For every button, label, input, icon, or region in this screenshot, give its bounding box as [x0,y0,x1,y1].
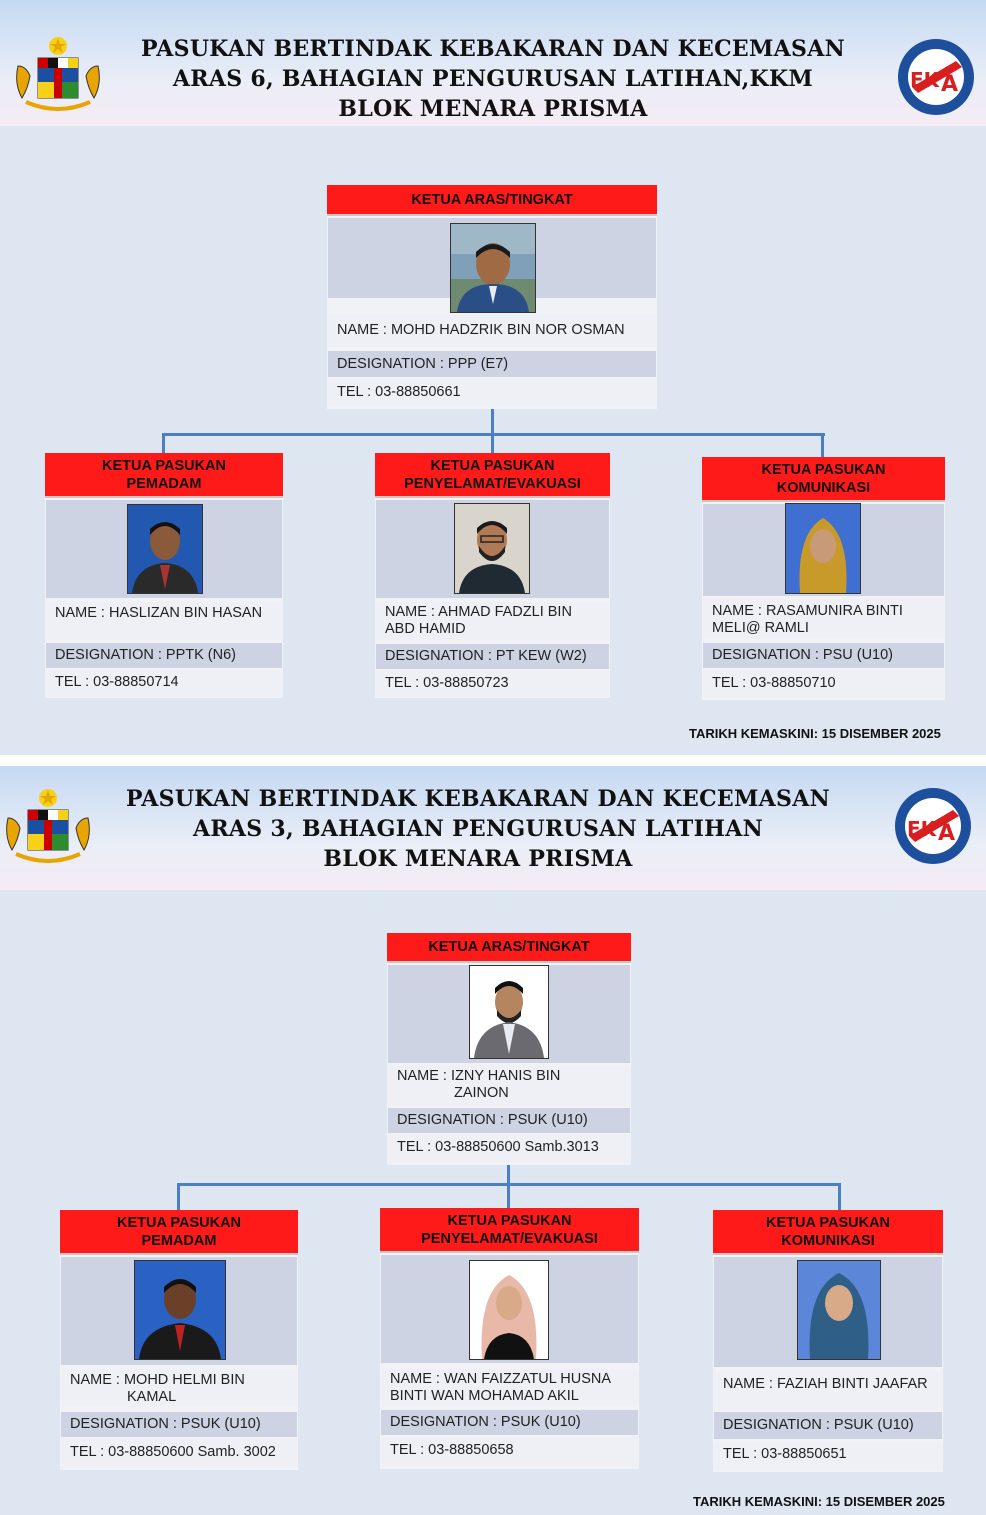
team-name-line2: ABD HAMID [385,621,466,637]
team-name-line2: BINTI WAN MOHAMAD AKIL [390,1388,579,1404]
org-chart-aras-3 [0,766,986,1515]
team-role-line1: KETUA PASUKAN [447,1212,572,1229]
team-role [45,453,283,496]
team-role [380,1208,639,1251]
leader-name [388,1065,630,1105]
svg-text:A: A [941,72,959,97]
leader-designation: DESIGNATION : PPP (E7) [328,351,656,377]
header-banner [0,766,986,890]
team-role-line2: KOMUNIKASI [776,479,871,496]
team-tel: TEL : 03-88850723 [376,671,609,697]
team-photo [797,1260,881,1360]
leader-role: KETUA ARAS/TINGKAT [387,933,631,961]
team-designation: DESIGNATION : PSUK (U10) [381,1410,638,1435]
team-tel: TEL : 03-88850710 [703,670,944,698]
team-tel: TEL : 03-88850658 [381,1437,638,1467]
team-card-penyelamat [380,1208,639,1469]
team-photo [469,1260,549,1360]
team-name-line2: MELI@ RAMLI [712,620,809,636]
leader-card [387,933,631,1165]
team-photo [785,503,861,594]
leader-photo [469,965,549,1059]
leader-name: NAME : MOHD HADZRIK BIN NOR OSMAN [328,315,656,348]
team-photo [134,1260,226,1360]
update-date: TARIKH KEMASKINI: 15 DISEMBER 2025 [689,726,941,741]
team-name-line2: KAMAL [127,1389,177,1405]
team-tel: TEL : 03-88850714 [46,670,282,696]
team-name-line1: NAME : MOHD HELMI BIN [70,1372,245,1388]
team-designation: DESIGNATION : PSU (U10) [703,643,944,668]
svg-text:EK: EK [910,68,940,92]
svg-text:A: A [938,821,956,846]
team-tel: TEL : 03-88850651 [714,1441,942,1470]
team-designation: DESIGNATION : PSUK (U10) [714,1412,942,1439]
leader-tel: TEL : 03-88850661 [328,379,656,407]
team-role-line1: KETUA PASUKAN [116,1214,242,1231]
connector-center [491,433,494,453]
connector-stem [507,1165,510,1185]
connector-right [821,433,824,457]
team-name-line1: NAME : RASAMUNIRA BINTI [712,603,903,619]
team-role-line2: PEMADAM [126,475,202,492]
team-role-line1: KETUA PASUKAN [101,457,227,474]
connector-center [507,1183,510,1208]
team-role-line2: PEMADAM [141,1232,217,1249]
title-line-2: ARAS 6, BAHAGIAN PENGURUSAN LATIHAN,KKM [172,66,814,92]
connector-left [177,1183,180,1210]
team-photo [127,504,203,594]
team-role-line2: KOMUNIKASI [781,1232,875,1249]
team-name [46,602,282,640]
team-card-pemadam [45,453,283,698]
svg-text:EK: EK [907,817,937,841]
team-photo [454,503,530,594]
leader-designation: DESIGNATION : PSUK (U10) [388,1108,630,1133]
leader-name-line2: ZAINON [454,1085,509,1101]
connector-right [838,1183,841,1210]
team-name [381,1369,638,1407]
team-name [61,1369,297,1407]
team-name [714,1371,942,1409]
leader-name-line1: NAME : IZNY HANIS BIN [397,1068,561,1084]
team-tel: TEL : 03-88850600 Samb. 3002 [61,1439,297,1468]
team-card-penyelamat [375,453,610,698]
header-banner [0,0,986,126]
team-role-line2: PENYELAMAT/EVAKUASI [421,1230,598,1247]
team-role-line1: KETUA PASUKAN [765,1214,891,1231]
team-name [703,599,944,639]
team-name-line1: NAME : AHMAD FADZLI BIN [385,604,572,620]
team-name-line1: NAME : FAZIAH BINTI JAAFAR [723,1376,928,1392]
team-designation: DESIGNATION : PPTK (N6) [46,643,282,668]
leader-role: KETUA ARAS/TINGKAT [327,185,657,214]
team-role-line1: KETUA PASUKAN [430,457,555,474]
team-card-pemadam [60,1210,298,1470]
team-role-line2: PENYELAMAT/EVAKUASI [404,475,581,492]
connector-left [162,433,165,453]
team-role-line1: KETUA PASUKAN [761,461,886,478]
title-line-1: PASUKAN BERTINDAK KEBAKARAN DAN KECEMASAN [141,36,845,62]
team-name-line1: NAME : HASLIZAN BIN HASAN [55,605,263,621]
team-card-komunikasi [713,1210,943,1472]
title-line-3: BLOK MENARA PRISMA [338,96,648,122]
team-name-line1: NAME : WAN FAIZZATUL HUSNA [390,1371,612,1387]
team-designation: DESIGNATION : PT KEW (W2) [376,644,609,669]
title-line-3: BLOK MENARA PRISMA [323,846,633,872]
team-role [60,1210,298,1253]
title-line-1: PASUKAN BERTINDAK KEBAKARAN DAN KECEMASAN [126,786,830,812]
team-designation: DESIGNATION : PSUK (U10) [61,1412,297,1437]
team-role [713,1210,943,1253]
team-card-komunikasi [702,457,945,700]
update-date: TARIKH KEMASKINI: 15 DISEMBER 2025 [693,1494,945,1509]
leader-card [327,185,657,409]
leader-tel: TEL : 03-88850600 Samb.3013 [388,1135,630,1163]
leader-photo [450,223,536,313]
team-name [376,602,609,640]
org-chart-aras-6 [0,0,986,755]
team-role [702,457,945,500]
team-role [375,453,610,496]
title-line-2: ARAS 3, BAHAGIAN PENGURUSAN LATIHAN [192,816,764,842]
connector-stem [491,409,494,435]
